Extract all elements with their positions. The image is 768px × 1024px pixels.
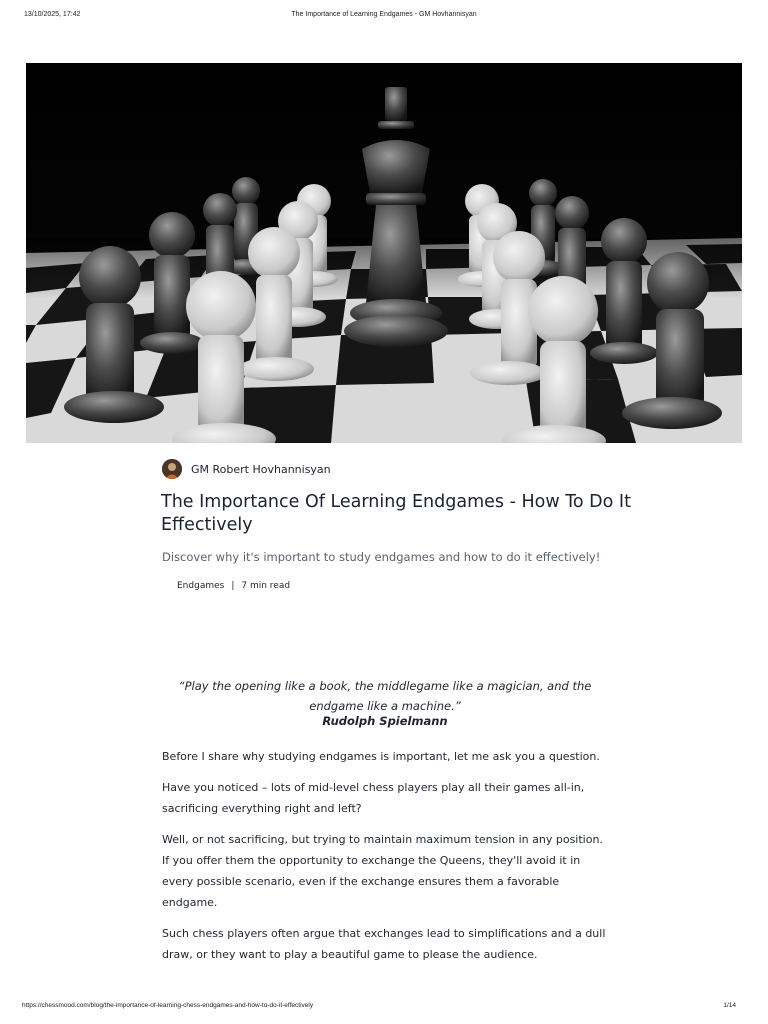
print-date: 13/10/2025, 17:42 [24,11,81,18]
page-title: The Importance Of Learning Endgames - How To Do It Effectively [161,492,631,535]
body-paragraph: Before I share why studying endgames is important, let me ask you a question. [162,750,600,763]
body-paragraph: Have you noticed – lots of mid-level chess players play all their games all-in, sacrificing everything right and left? [162,781,585,815]
print-footer [0,1002,768,1014]
hero-image [26,63,742,443]
print-header [0,11,768,23]
meta-separator: | [231,581,235,591]
page-number: 1/14 [723,1002,736,1009]
body-paragraph: Well, or not sacrificing, but trying to maintain maximum tension in any position. If you offer them the opportunity to exchange the Queens, they'll avoid it in every possible scenario, even if the exchange ensures them a favorable endgame. [162,833,603,909]
read-time: 7 min read [241,581,291,591]
quote-text: “Play the opening like a book, the middlegame like a magician, and the endgame like a machine.” [178,679,592,713]
chess-pieces-hero-image [26,63,742,443]
avatar[interactable] [162,459,182,479]
article-meta [177,581,290,591]
print-page-title: The Importance of Learning Endgames - GM Hovhannisyan [291,11,477,18]
article-body [162,746,608,975]
article-subtitle: Discover why it's important to study endgames and how to do it effectively! [162,550,601,564]
body-paragraph: Such chess players often argue that exchanges lead to simplifications and a dull draw, or they want to play a beautiful game to please the audience. [162,927,606,961]
author-name[interactable]: GM Robert Hovhannisyan [191,462,331,476]
author-avatar-icon [162,459,182,479]
quote-author: Rudolph Spielmann [322,714,448,728]
author-byline [162,459,331,479]
category-link[interactable]: Endgames [177,581,225,591]
print-url: https://chessmood.com/blog/the-importance-of-learning-chess-endgames-and-how-to-do-it-effectively [22,1002,314,1009]
